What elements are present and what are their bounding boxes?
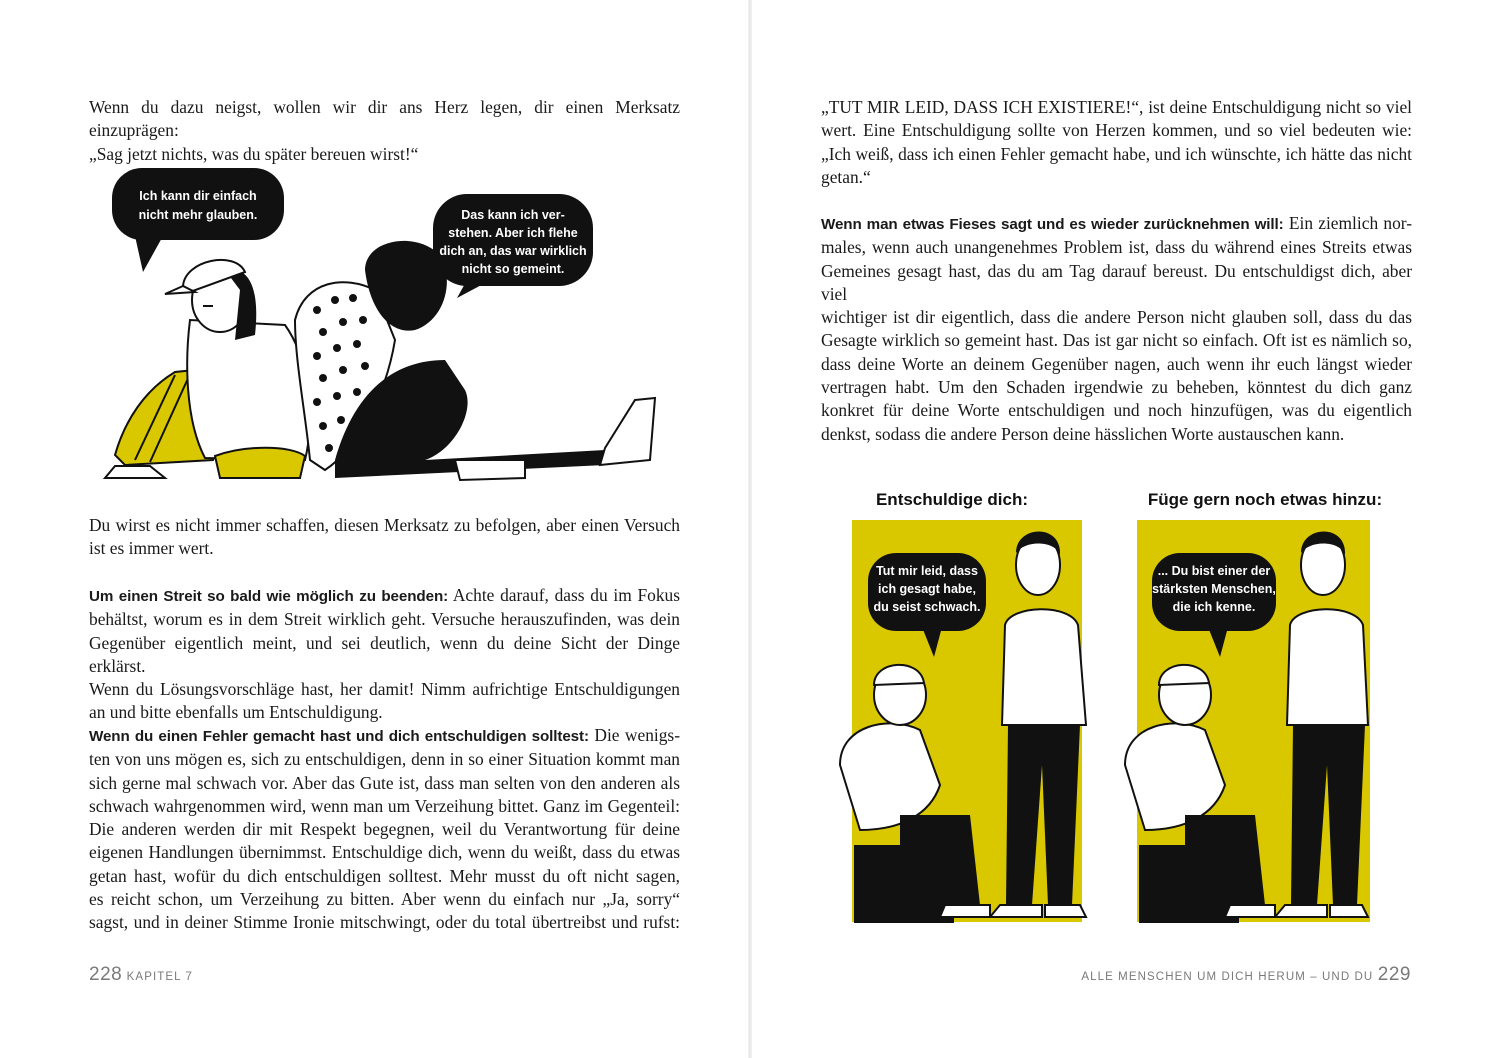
chapter-title-right: ALLE MENSCHEN UM DICH HERUM – UND DU [1081,971,1374,983]
panel2-bubble-line1: ... Du bist einer der [1157,564,1271,578]
girl-with-cap-figure [105,260,310,478]
bubble2-line3: dich an, das war wirklich [439,244,587,258]
panel1-heading: Entschuldige dich: [875,490,1029,509]
panel2-bubble-line2: stärksten Menschen, [1152,582,1276,596]
right-page [750,0,1500,1058]
section-heading-fieses: Wenn man etwas Fieses sagt und es wieder zurücknehmen will: [821,216,1284,233]
comic-panel-2 [1125,490,1382,923]
left-footer [89,964,193,986]
chapter-label: KAPITEL 7 [126,971,194,983]
bubble2-line4: nicht so gemeint. [461,262,565,276]
paragraph-fehler-entschuldigen: Wenn du einen Fehler gemacht hast und dich entschuldigen solltest: Die wenigs- ten von uns mögen es, sich zu entschuldigen, denn in so einer Situation kommt man sich gerne mal schwach vor. Aber das Gute ist, dass man selten von den anderen als schwach wahrgenommen wird, wenn man um Verzeihung bittet. Ganz im Gegenteil: Die anderen werden dir mit Respekt begegnen, weil du Verantwortung für deine eigenen Handlungen übernimmst. Entschuldige dich, wenn du weißt, dass du etwas getan hast, wofür du dich entschuldigen solltest. Mehr musst du oft nicht sagen, es reicht schon, um Verzeihung zu bitten. Aber wenn du einfach nur „Ja, sorry“ sagst, und in deiner Stimme Ironie mitschwingt, oder du total übertreibst und rufst: [89,725,680,933]
speech-bubble-1 [112,168,284,272]
paragraph-existiere: „TUT MIR LEID, DASS ICH EXISTIERE!“, ist deine Entschuldigung nicht so viel wert. Eine Entschuldigung sollte von Herzen kommen, und so viel bedeuten wie: „Ich weiß, dass ich einen Fehler gemacht habe, und ich wünschte, ich hätte das nicht getan.“ [821,97,1412,187]
page-number-left: 228 [89,964,123,985]
section-heading-streit: Um einen Streit so bald wie möglich zu beenden: [89,588,449,605]
panel2-bubble-line3: die ich kenne. [1172,600,1256,614]
intro-paragraph: Wenn du dazu neigst, wollen wir dir ans Herz legen, dir einen Merksatz einzuprägen: „Sag jetzt nichts, was du später bereuen wirst!“ [89,97,680,164]
bubble1-line1: Ich kann dir einfach [139,189,257,203]
right-footer [1081,964,1411,986]
paragraph-streit-beenden: Um einen Streit so bald wie möglich zu beenden: Achte darauf, dass du im Fokus behältst, worum es in dem Streit wirklich geht. Versuche herauszufinden, was dein Gegenüber eigentlich meint, und sei deutlich, wenn du deine Sicht der Dinge erklärst. Wenn du Lösungsvorschläge hast, her damit! Nimm aufrichtige Entschuldigungen an und bitte ebenfalls um Entschuldigung. [89,585,680,723]
bubble2-line2: stehen. Aber ich flehe [448,226,578,240]
panel1-bubble-line2: ich gesagt habe, [878,582,976,596]
page-number-right: 229 [1377,964,1411,985]
comic-panel-1 [840,490,1086,923]
panel1-bubble-line3: du seist schwach. [873,600,981,614]
section-heading-fehler: Wenn du einen Fehler gemacht hast und dich entschuldigen solltest: [89,728,589,745]
panel2-heading: Füge gern noch etwas hinzu: [1147,490,1383,509]
paragraph-merksatz: Du wirst es nicht immer schaffen, diesen Merksatz zu befolgen, aber einen Versuch ist es immer wert. [89,515,680,559]
bubble2-line1: Das kann ich ver- [461,208,565,222]
paragraph-fieses-sagen: Wenn man etwas Fieses sagt und es wieder zurücknehmen will: Ein ziemlich nor- males, wenn auch unangenehmes Problem ist, dass du während eines Streits etwas Gemeines gesagt hast, das du am Tag darauf bereust. Du entschuldigst dich, aber viel wichtiger ist dir eigentlich, dass die andere Person nicht glauben soll, dass du das Gesagte wirklich so gemeint hast. Das ist gar nicht so einfach. Oft ist es nämlich so, dass deine Worte an deinem Gegenüber nagen, auch wenn ihr euch längst wieder vertragen habt. Um den Schaden irgendwie zu beheben, könntest du dich ganz konkret für deine Worte entschuldigen und noch hinzufügen, was du eigentlich denkst, sodass die andere Person deine hässlichen Worte austauschen kann. [821,213,1412,444]
speech-bubble-2 [433,194,593,298]
sitting-back-to-back-illustration [95,160,675,495]
bubble1-line2: nicht mehr glauben. [138,208,258,222]
panel1-bubble-line1: Tut mir leid, dass [876,564,978,578]
comic-panels [830,485,1410,930]
